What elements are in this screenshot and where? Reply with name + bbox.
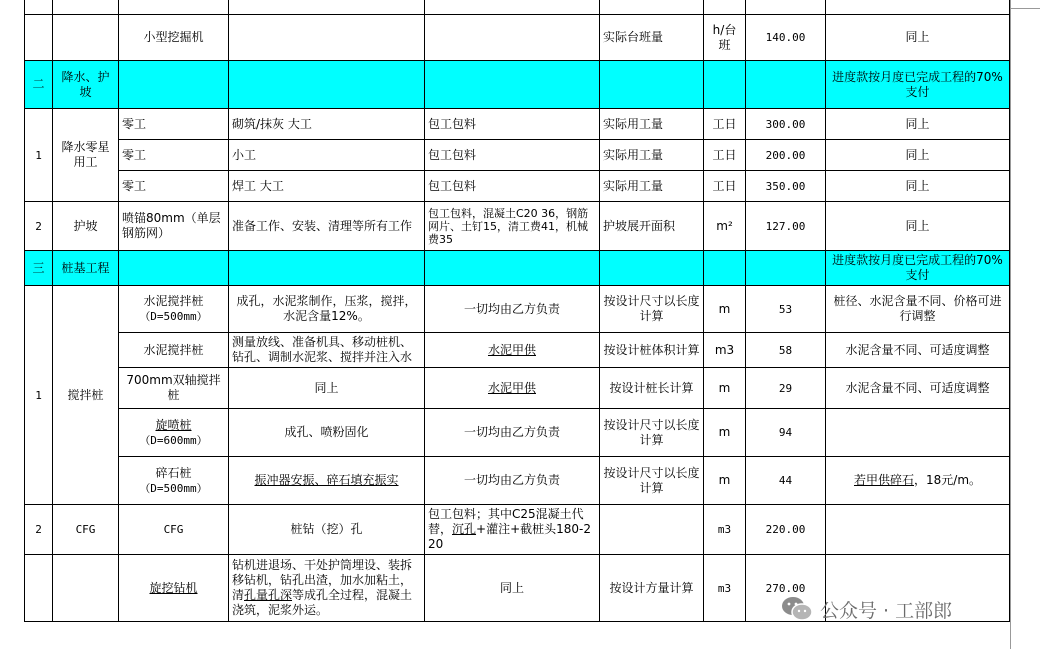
- seq-cell: 2: [25, 505, 53, 555]
- name-text: 水泥搅拌桩: [143, 294, 204, 308]
- scope-text: 包工包料；其中C25混凝土代替，: [428, 507, 584, 536]
- page-edge-line: [1010, 0, 1011, 649]
- name-cell: 700mm双轴搅拌桩: [119, 368, 229, 409]
- price-cell: 58: [746, 333, 826, 368]
- remark-cell: 进度款按月度已完成工程的70%支付: [826, 61, 1010, 109]
- content-cell: 小工: [229, 140, 425, 171]
- content-text: 钻机进退场、干处护筒埋设、装拆移钻机，钻孔出渣，加水加粘土，清: [232, 558, 413, 602]
- content-cell: [229, 555, 425, 622]
- unit-cell: m3: [704, 505, 746, 555]
- table-row: [25, 409, 1010, 457]
- name-cell: CFG: [119, 505, 229, 555]
- name-sub: （D=600mm）: [139, 433, 208, 447]
- scope-cell: 水泥甲供: [425, 333, 600, 368]
- name-cell: 水泥搅拌桩: [119, 333, 229, 368]
- table-row: [25, 286, 1010, 333]
- name-sub: （D=500mm）: [139, 310, 208, 323]
- basis-cell: 按设计桩长计算: [600, 368, 704, 409]
- name-sub: （D=500mm）: [139, 481, 208, 495]
- remark-cell: 同上: [826, 15, 1010, 61]
- price-cell: 140.00: [746, 15, 826, 61]
- table-row: [25, 505, 1010, 555]
- item-cell: 降水零星用工: [53, 109, 119, 202]
- remark-text: ，18元/m。: [914, 473, 982, 487]
- content-cell: 成孔、喷粉固化: [229, 409, 425, 457]
- scope-cell: 包工包料，混凝土C20 36，钢筋网片、土钉15，清工费41，机械费35: [425, 202, 600, 251]
- price-cell: 53: [746, 286, 826, 333]
- name-cell: 零工: [119, 140, 229, 171]
- unit-cell: m: [704, 368, 746, 409]
- remark-cell: 进度款按月度已完成工程的70%支付: [826, 251, 1010, 286]
- scope-cell: 一切均由乙方负责: [425, 457, 600, 505]
- watermark-text: 公众号 · 工部郎: [820, 599, 953, 622]
- name-cell: 旋挖钻机: [119, 555, 229, 622]
- content-cell: 准备工作、安装、清理等所有工作: [229, 202, 425, 251]
- item-cell: [53, 0, 119, 15]
- remark-cell: [826, 505, 1010, 555]
- content-cell: 测量放线、准备机具、移动桩机、钻孔、调制水泥浆、搅拌并注入水: [229, 333, 425, 368]
- scope-text: 沉孔: [452, 522, 477, 536]
- table-row: [25, 333, 1010, 368]
- content-cell: 成孔，水泥浆制作，压浆，搅拌，水泥含量12%。: [229, 286, 425, 333]
- scope-cell: 一切均由乙方负责: [425, 409, 600, 457]
- basis-cell: 按设计桩体积计算: [600, 333, 704, 368]
- unit-cell: 工日: [704, 109, 746, 140]
- section-row: [25, 61, 1010, 109]
- basis-cell: 实际用工量: [600, 171, 704, 202]
- basis-cell: 按设计尺寸以长度计算: [600, 457, 704, 505]
- unit-cell: m3: [704, 555, 746, 622]
- table-row: [25, 171, 1010, 202]
- unit-cell: m: [704, 457, 746, 505]
- seq-cell: 1: [25, 109, 53, 202]
- price-cell: 29: [746, 368, 826, 409]
- item-cell: 搅拌桩: [53, 286, 119, 505]
- price-cell: 127.00: [746, 202, 826, 251]
- name-cell: [119, 409, 229, 457]
- name-cell: 小型挖掘机: [119, 15, 229, 61]
- unit-cell: m: [704, 409, 746, 457]
- name-cell: 零工: [119, 109, 229, 140]
- scope-cell: 同上: [425, 555, 600, 622]
- name-cell: [119, 286, 229, 333]
- seq-cell: 2: [25, 202, 53, 251]
- scope-cell: 一切均由乙方负责: [425, 286, 600, 333]
- section-title: 降水、护坡: [53, 61, 119, 109]
- page-corner-mark: [1010, 8, 1040, 9]
- unit-cell: 工日: [704, 140, 746, 171]
- unit-cell: 工日: [704, 171, 746, 202]
- name-cell: [119, 457, 229, 505]
- content-cell: 桩钻（挖）孔: [229, 505, 425, 555]
- name-text: 碎石桩: [155, 465, 192, 480]
- table-row: [25, 368, 1010, 409]
- remark-cell: 同上: [826, 171, 1010, 202]
- remark-cell: 同上: [826, 109, 1010, 140]
- basis-cell: 按设计尺寸以长度计算: [600, 286, 704, 333]
- unit-cell: m3: [704, 333, 746, 368]
- table-row: [25, 457, 1010, 505]
- scope-text: +灌注+截桩头180-220: [428, 522, 592, 551]
- scope-cell: 水泥甲供: [425, 368, 600, 409]
- watermark: [780, 592, 1040, 626]
- price-cell: 94: [746, 409, 826, 457]
- name-text: 旋喷桩: [155, 417, 192, 432]
- name-cell: 喷锚80mm（单层钢筋网）: [119, 202, 229, 251]
- quote-table: [24, 0, 1010, 622]
- unit-cell: m: [704, 286, 746, 333]
- table-row: [25, 109, 1010, 140]
- content-text: 孔量孔深: [244, 588, 293, 602]
- name-cell: 零工: [119, 171, 229, 202]
- content-cell: 砌筑/抹灰 大工: [229, 109, 425, 140]
- section-title: 桩基工程: [53, 251, 119, 286]
- unit-cell: h/台班: [704, 15, 746, 61]
- basis-cell: 护坡展开面积: [600, 202, 704, 251]
- content-cell: 焊工 大工: [229, 171, 425, 202]
- remark-text: 若甲供碎石: [853, 473, 914, 487]
- remark-cell: [826, 457, 1010, 505]
- table-row: [25, 202, 1010, 251]
- table-row: [25, 140, 1010, 171]
- remark-cell: [826, 409, 1010, 457]
- seq-cell: [25, 0, 53, 15]
- scope-cell: 包工包料: [425, 171, 600, 202]
- price-cell: 44: [746, 457, 826, 505]
- seq-cell: 三: [25, 251, 53, 286]
- content-text: 等成孔全过程，混凝土浇筑，泥浆外运。: [232, 588, 413, 617]
- scope-cell: [425, 505, 600, 555]
- price-cell: 270.00: [746, 555, 826, 622]
- basis-cell: 实际台班量: [600, 15, 704, 61]
- price-cell: 300.00: [746, 109, 826, 140]
- price-cell: 200.00: [746, 140, 826, 171]
- remark-cell: 水泥含量不同、可适度调整: [826, 368, 1010, 409]
- section-row: [25, 251, 1010, 286]
- scope-cell: 包工包料: [425, 109, 600, 140]
- price-cell: 350.00: [746, 171, 826, 202]
- remark-cell: 同上: [826, 140, 1010, 171]
- basis-cell: 实际用工量: [600, 140, 704, 171]
- wechat-icon: [780, 594, 814, 624]
- content-cell: 振冲器安振、碎石填充振实: [229, 457, 425, 505]
- item-cell: CFG: [53, 505, 119, 555]
- table-row: [25, 15, 1010, 61]
- seq-cell: 1: [25, 286, 53, 505]
- remark-cell: 桩径、水泥含量不同、价格可进行调整: [826, 286, 1010, 333]
- content-cell: 同上: [229, 368, 425, 409]
- price-cell: 220.00: [746, 505, 826, 555]
- scope-cell: 包工包料: [425, 140, 600, 171]
- table-row: [25, 0, 1010, 15]
- basis-cell: 按设计方量计算: [600, 555, 704, 622]
- basis-cell: 按设计尺寸以长度计算: [600, 409, 704, 457]
- remark-cell: 同上: [826, 202, 1010, 251]
- item-cell: 护坡: [53, 202, 119, 251]
- unit-cell: m²: [704, 202, 746, 251]
- remark-cell: 水泥含量不同、可适度调整: [826, 333, 1010, 368]
- seq-cell: 二: [25, 61, 53, 109]
- basis-cell: 实际用工量: [600, 109, 704, 140]
